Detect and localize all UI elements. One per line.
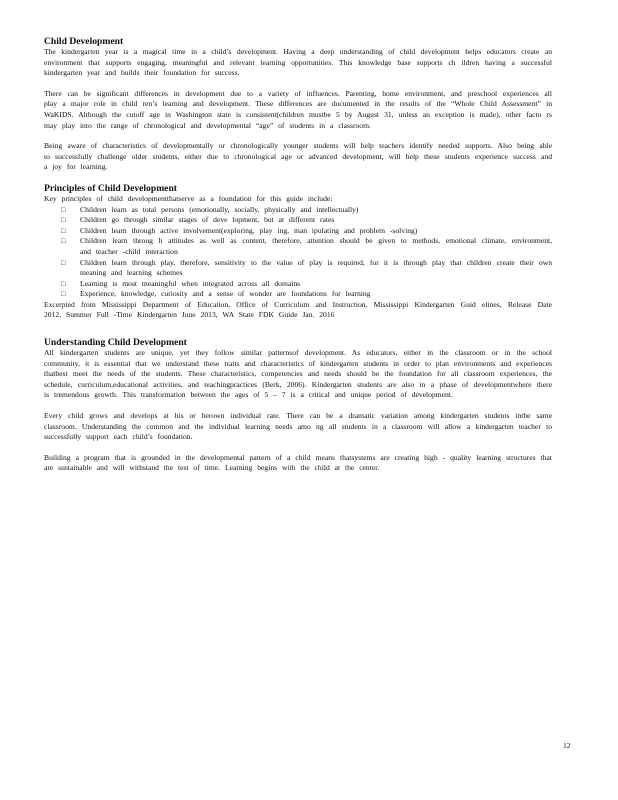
document-page xyxy=(44,36,552,474)
list-item: □ Children learn as total persons (emotionally, socially, physically and intellectually) xyxy=(61,204,359,214)
excerpt-citation: Excerpted from Mississippi Department of Education, Office of Curriculum and Instruction, Mississippi Kindergarten Guid elines, Release Date 2012, Summer Full -Time Kindergarten June 2013, WA State FDK Guide Jan. 2016 xyxy=(44,299,552,320)
list-item: □ Learning is most meaningful when integrated across all domains xyxy=(61,278,301,288)
paragraph: There can be significant differences in development due to a variety of influences. Parenting, home environment, and preschool experiences all play a major role in child ren’s learning and development. These differences are documented in the results of the “Whole Child Assessment” in WaKIDS. Although the cutoff age in Washington state is consistent(children mustbe 5 by August 31, unless an exception is made), other facto rs may play into the range of chronological and developmental “age” of students in a classroom. xyxy=(44,88,552,130)
section-heading-understanding: Understanding Child Development xyxy=(44,337,187,349)
section-heading-principles: Principles of Child Development xyxy=(44,182,177,194)
section-heading-child-development: Child Development xyxy=(44,36,124,47)
bullet-icon: □ xyxy=(61,279,66,288)
bullet-icon: □ xyxy=(61,258,66,267)
bullet-icon: □ xyxy=(61,237,66,246)
principles-intro: Key principles of child developmentthatserve as a foundation for this guide include: xyxy=(44,193,333,203)
list-item: □ Experience, knowledge, curiosity and a sense of wonder are foundations for learning xyxy=(61,289,371,299)
list-item: □ Children learn throug h attitudes as well as content, therefore, attention should be given to methods, emotional climate, environment, and teacher -child interaction xyxy=(61,236,552,256)
paragraph: The kindergarten year is a magical time in a child’s development. Having a deep understanding of child development helps educators create an environment that supports engaging, meaningful and relevant learning opportunities. This knowledge base supports ch ildren having a successful kindergarten year and builds their foundation for success. xyxy=(44,47,552,78)
paragraph: Building a program that is grounded in the developmental pattern of a child means thatsystems are creating high - quality learning structures that are sustainable and will withstand the test of time. Learning begins with the child at the center. xyxy=(44,452,552,473)
bullet-icon: □ xyxy=(61,216,66,225)
list-item: □ Children go through similar stages of deve lopment, but at different rates xyxy=(61,215,335,225)
list-item: □ Children learn through play, therefore, sensitivity to the value of play is required, for it is through play that children create their own meaning and learning schemes xyxy=(61,257,552,278)
bullet-icon: □ xyxy=(61,226,66,235)
principles-list xyxy=(44,205,552,300)
paragraph: Every child grows and develops at his or herown individual rate. There can be a dramatic variation among kindergarten students inthe same classroom. Understanding the common and the individual learning needs amo ng all students in a classroom will allow a kindergarten teacher to successfully support each child’s foundation. xyxy=(44,411,552,442)
page-number: 12 xyxy=(563,741,571,750)
list-item: □ Children learn through active involvement(exploring, play ing, man ipulating and problem -solving) xyxy=(61,225,418,235)
paragraph: Being aware of characteristics of developmentally or chronologically younger students will help teachers identify needed supports. Also being able to successfully challenge older students, either due to chronological age or advanced development, will help these students experience success and a joy for learning. xyxy=(44,141,552,172)
bullet-icon: □ xyxy=(61,290,66,299)
bullet-icon: □ xyxy=(61,205,66,214)
paragraph: All kindergarten students are unique, yet they follow similar patternsof development. As educators, either in the classroom or in the school community, it is essential that we understand these traits and characteristics of kindergarten students in order to plan environments and experiences thatbest meet the needs of the students. These characteristics, competencies and needs should be the foundation for all classroom experiences, the schedule, curriculum,educational activities, and teachingpractices (Berk, 2006). Kindergarten students are also in a phase of developmentwhere there is tremendous growth. This transformation between the ages of 5 – 7 is a critical and unique period of development. xyxy=(44,348,552,400)
